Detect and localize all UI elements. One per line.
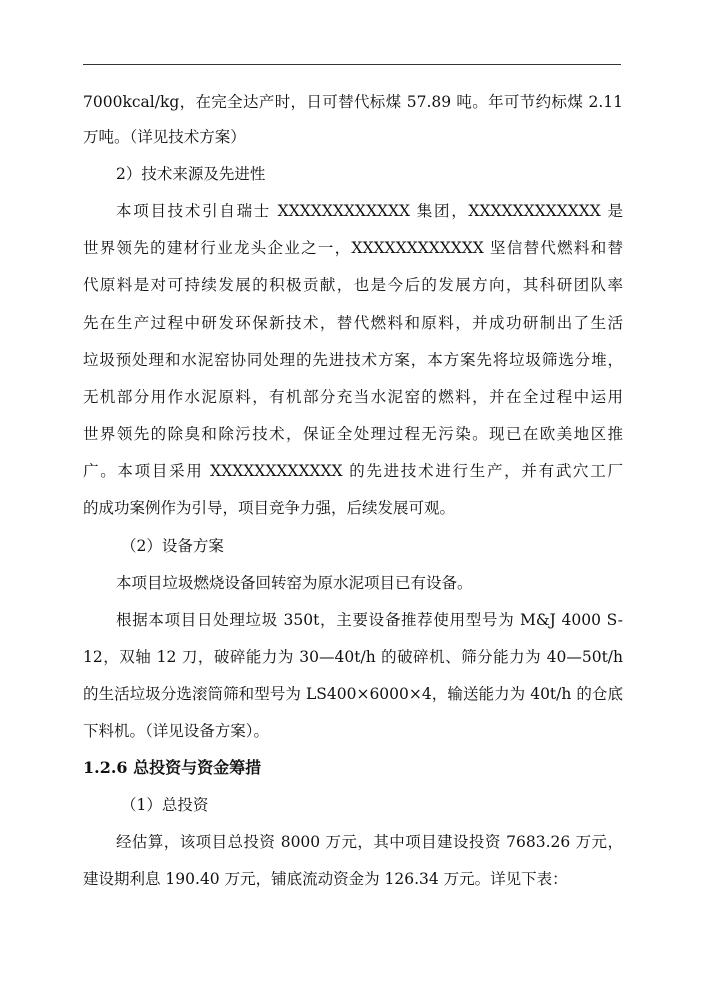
text-line: 的成功案例作为引导，项目竞争力强，后续发展可观。 bbox=[83, 499, 456, 517]
text-line: 世界领先的建材行业龙头企业之一，XXXXXXXXXXXX 坚信替代燃料和替 bbox=[83, 239, 623, 257]
text-line: 本项目垃圾燃烧设备回转窑为原水泥项目已有设备。 bbox=[116, 574, 473, 592]
text-line: 世界领先的除臭和除污技术，保证全处理过程无污染。现已在欧美地区推 bbox=[83, 425, 623, 443]
subheading: （2）设备方案 bbox=[121, 537, 224, 555]
text-line: 无机部分用作水泥原料，有机部分充当水泥窑的燃料，并在全过程中运用 bbox=[83, 388, 623, 406]
text-line: 代原料是对可持续发展的积极贡献，也是今后的发展方向，其科研团队率 bbox=[83, 276, 623, 294]
text-line: 建设期利息 190.40 万元，铺底流动资金为 126.34 万元。详见下表： bbox=[83, 870, 568, 888]
text-line: 12，双轴 12 刀，破碎能力为 30—40t/h 的破碎机、筛分能力为 40—50t/h bbox=[83, 648, 623, 666]
text-line: 根据本项目日处理垃圾 350t，主要设备推荐使用型号为 M&J 4000 S- bbox=[116, 611, 623, 629]
text-line: 经估算，该项目总投资 8000 万元，其中项目建设投资 7683.26 万元， bbox=[116, 833, 623, 851]
section-heading: 1.2.6 总投资与资金筹措 bbox=[83, 758, 262, 777]
text-line: 的生活垃圾分选滚筒筛和型号为 LS400×6000×4，输送能力为 40t/h 的仓底 bbox=[83, 685, 623, 703]
text-line: 下料机。（详见设备方案）。 bbox=[83, 722, 270, 740]
text-line: 先在生产过程中研发环保新技术，替代燃料和原料，并成功研制出了生活 bbox=[83, 314, 623, 332]
subheading: 2）技术来源及先进性 bbox=[116, 165, 266, 183]
subheading: （1）总投资 bbox=[121, 796, 209, 814]
text-line: 广。本项目采用 XXXXXXXXXXXX 的先进技术进行生产，并有武穴工厂 bbox=[83, 462, 623, 480]
text-line: 7000kcal/kg，在完全达产时，日可替代标煤 57.89 吨。年可节约标煤 2.11 bbox=[83, 93, 623, 111]
header-rule bbox=[83, 64, 621, 65]
text-line: 本项目技术引自瑞士 XXXXXXXXXXXX 集团，XXXXXXXXXXXX 是 bbox=[116, 202, 623, 220]
text-line: 万吨。（详见技术方案） bbox=[83, 128, 246, 146]
text-line: 垃圾预处理和水泥窑协同处理的先进技术方案，本方案先将垃圾筛选分堆， bbox=[83, 351, 623, 369]
